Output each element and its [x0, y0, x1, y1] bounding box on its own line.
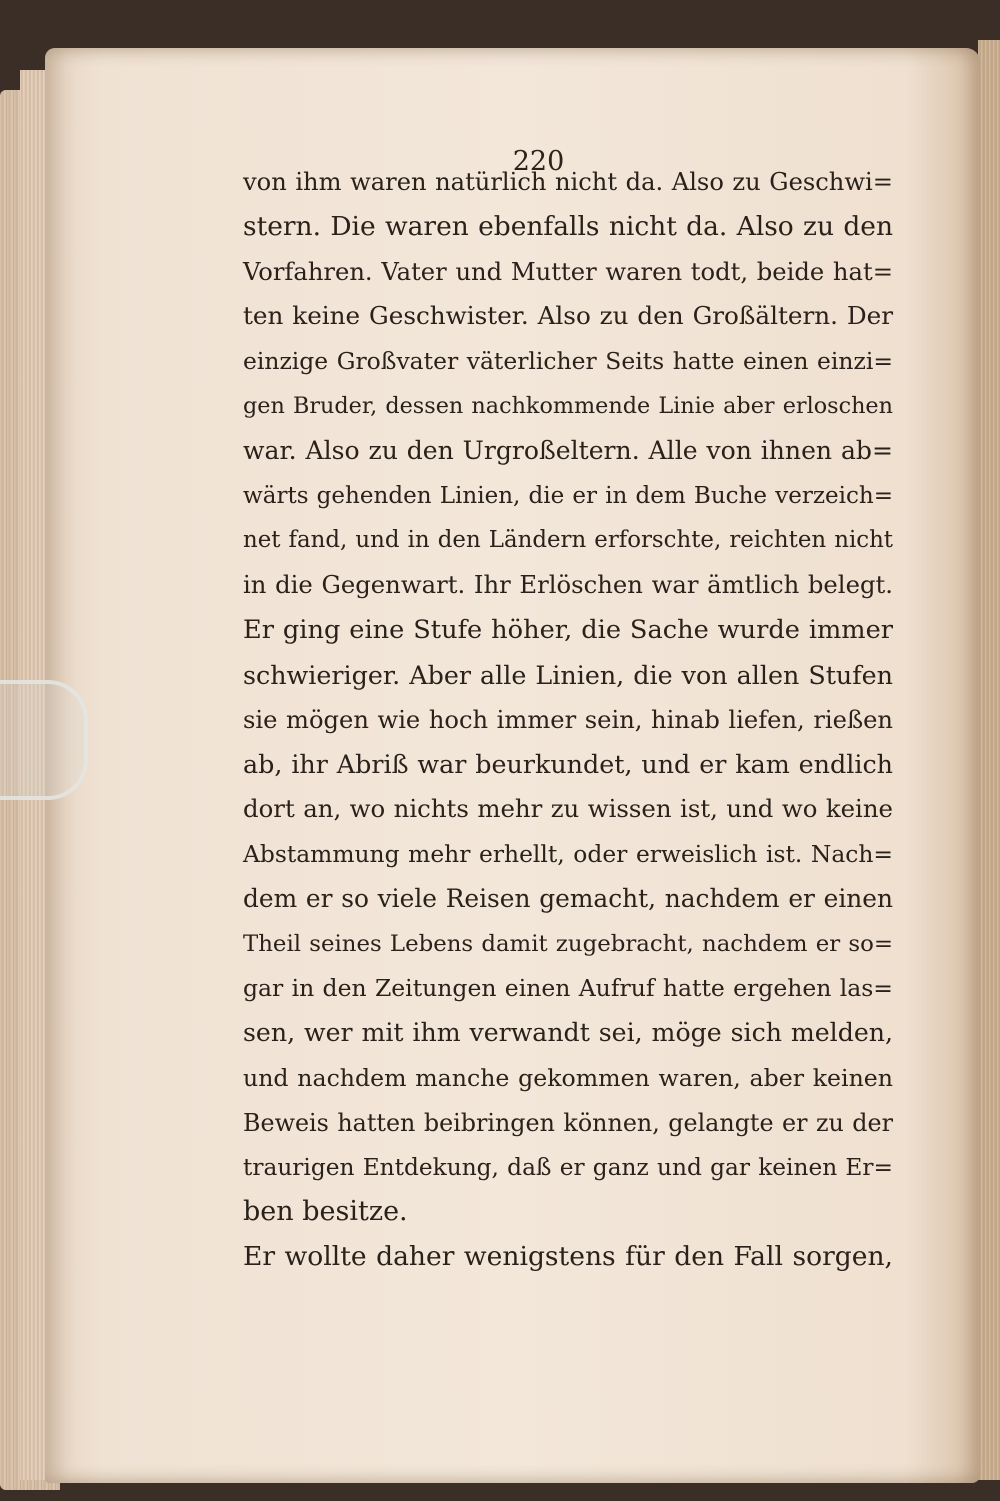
text-line: einzige Großvater väterlicher Seits hatte einen einzi=	[243, 347, 893, 376]
text-line: Abstammung mehr erhellt, oder erweislich ist. Nach=	[243, 839, 893, 868]
text-line: gar in den Zeitungen einen Aufruf hatte ergehen las=	[243, 974, 893, 1003]
text-line-paragraph-start: Er wollte daher wenigstens für den Fall sorgen,	[243, 1241, 893, 1273]
text-line: dem er so viele Reisen gemacht, nachdem er einen	[243, 883, 893, 913]
text-line: Theil seines Lebens damit zugebracht, nachdem er so=	[243, 930, 893, 957]
text-line: ten keine Geschwister. Also zu den Großältern. Der	[243, 301, 893, 331]
text-line: Vorfahren. Vater und Mutter waren todt, beide hat=	[243, 257, 893, 286]
text-line: stern. Die waren ebenfalls nicht da. Also zu den	[243, 210, 893, 242]
page-clip	[0, 680, 88, 800]
text-line: sen, wer mit ihm verwandt sei, möge sich melden,	[243, 1018, 893, 1048]
text-line: traurigen Entdekung, daß er ganz und gar keinen Er=	[243, 1153, 893, 1181]
text-line: ben besitze.	[243, 1196, 408, 1228]
page-stack-right	[978, 40, 1000, 1480]
text-line: schwieriger. Aber alle Linien, die von allen Stufen	[243, 659, 893, 690]
text-line: Er ging eine Stufe höher, die Sache wurde immer	[243, 614, 893, 645]
text-line: ab, ihr Abriß war beurkundet, und er kam endlich	[243, 749, 893, 780]
text-line: war. Also zu den Urgroßeltern. Alle von ihnen ab=	[243, 435, 893, 465]
text-line: von ihm waren natürlich nicht da. Also zu Geschwi=	[243, 168, 893, 196]
text-line: und nachdem manche gekommen waren, aber keinen	[243, 1063, 893, 1092]
text-line: net fand, und in den Ländern erforschte, reichten nicht	[243, 527, 893, 554]
page-text	[243, 160, 893, 1280]
text-line: in die Gegenwart. Ihr Erlöschen war ämtlich belegt.	[243, 570, 893, 600]
text-line: gen Bruder, dessen nachkommende Linie aber erloschen	[243, 392, 893, 419]
page-number: 220	[512, 146, 565, 177]
text-line: wärts gehenden Linien, die er in dem Buche verzeich=	[243, 482, 893, 509]
text-line: sie mögen wie hoch immer sein, hinab liefen, rießen	[243, 705, 893, 734]
text-line: dort an, wo nichts mehr zu wissen ist, und wo keine	[243, 794, 893, 824]
text-line: Beweis hatten beibringen können, gelangte er zu der	[243, 1108, 893, 1137]
